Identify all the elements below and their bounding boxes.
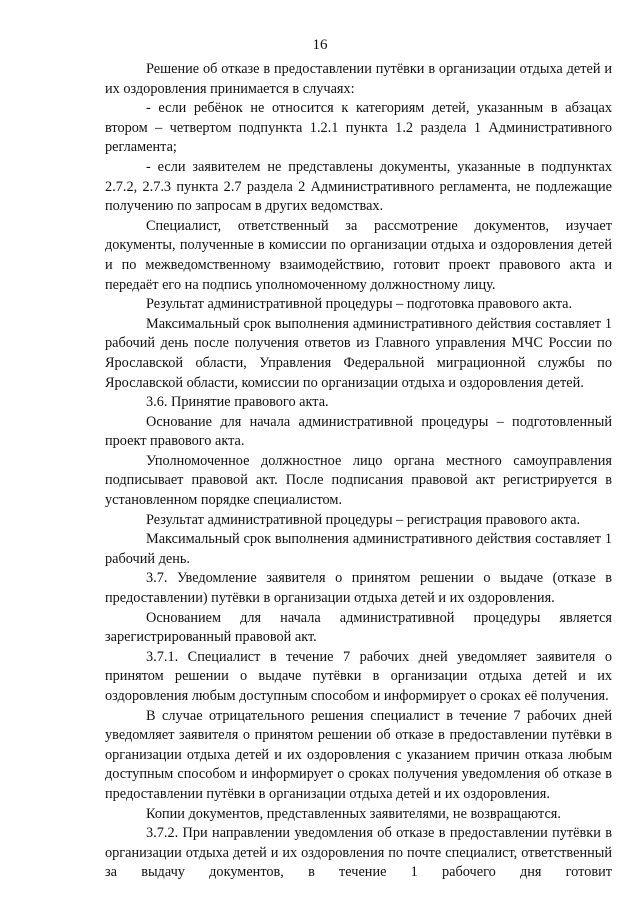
paragraph-refusal-case-documents: - если заявителем не представлены документы, указанные в подпунктах 2.7.2, 2.7.3 пункта 2.7 раздела 2 Административного регламента, не подлежащие получению по запросам в других ведомствах. [105, 158, 612, 215]
paragraph-specialist-review: Специалист, ответственный за рассмотрение документов, изучает документы, полученные в комиссии по организации отдыха и оздоровления детей и по межведомственному взаимодействию, готовит проект правового акта и передаёт его на подпись уполномоченному должностному лицу. [105, 217, 612, 293]
section-heading-3-7: 3.7. Уведомление заявителя о принятом решении о выдаче (отказе в предоставлении) путёвки в организации отдыха детей и их оздоровления. [105, 570, 612, 607]
paragraph-3-7-2: 3.7.2. При направлении уведомления об отказе в предоставлении путёвки в организации отдыха детей и их оздоровления по почте специалист, ответственный за выдачу документов, в течение 1 рабочего дня готовит [105, 825, 612, 881]
paragraph-3-7-1: 3.7.1. Специалист в течение 7 рабочих дней уведомляет заявителя о принятом решении о выдаче путёвки в организации отдыха детей и их оздоровления любым доступным способом и информирует о сроках её получения. [105, 648, 612, 704]
paragraph-registration-result: Результат административной процедуры – регистрация правового акта. [146, 511, 581, 528]
document-body [105, 60, 612, 883]
paragraph-notification-basis: Основанием для начала административной процедуры является зарегистрированный правовой акт. [105, 609, 612, 646]
paragraph-official-signs: Уполномоченное должностное лицо органа местного самоуправления подписывает правовой акт. После подписания правовой акт регистрируется в установленном порядке специалистом. [105, 452, 612, 509]
paragraph-negative-decision: В случае отрицательного решения специалист в течение 7 рабочих дней уведомляет заявителя о принятом решении об отказе в предоставлении путёвки в организации отдыха детей и их оздоровления с указанием причин отказа любым доступным способом и информирует о сроках получения уведомления об отказе в предоставлении путёвки в организации отдыха детей и их оздоровления. [105, 707, 612, 802]
paragraph-procedure-result: Результат административной процедуры – подготовка правового акта. [146, 296, 573, 313]
paragraph-procedure-basis: Основание для начала административной процедуры – подготовленный проект правового акта. [105, 413, 612, 450]
paragraph-refusal-cases: Решение об отказе в предоставлении путёвки в организации отдыха детей и их оздоровления принимается в случаях: [105, 61, 612, 97]
paragraph-max-term-2: Максимальный срок выполнения административного действия составляет 1 рабочий день. [105, 531, 612, 567]
paragraph-max-term: Максимальный срок выполнения административного действия составляет 1 рабочий день после получения ответов из Главного управления МЧС России по Ярославской области, Управления Федеральной миграционной службы по Ярославской области, комиссии по организации отдыха и оздоровления детей. [105, 315, 612, 391]
paragraph-refusal-case-category: - если ребёнок не относится к категориям детей, указанным в абзацах втором – четвертом подпункта 1.2.1 пункта 1.2 раздела 1 Административного регламента; [105, 100, 612, 156]
paragraph-copies-not-returned: Копии документов, представленных заявителями, не возвращаются. [146, 805, 561, 822]
section-heading-3-6: 3.6. Принятие правового акта. [146, 394, 329, 411]
page-number: 16 [312, 37, 328, 53]
